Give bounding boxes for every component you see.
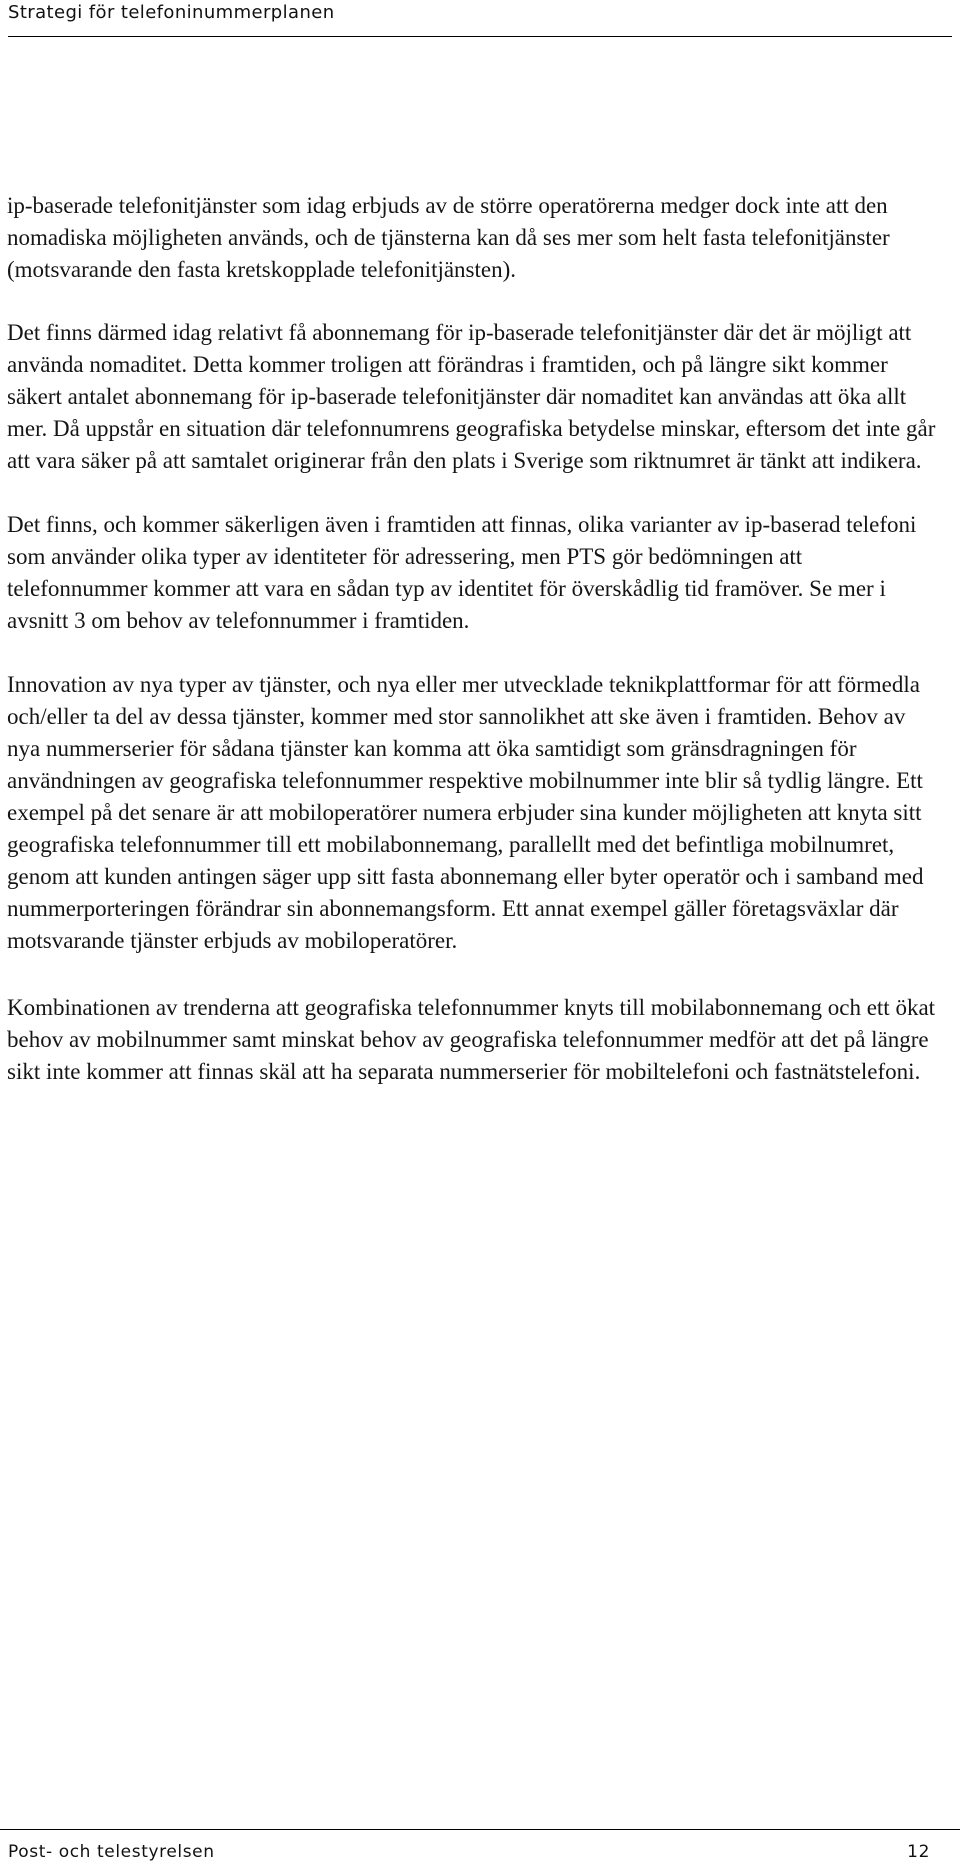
paragraph: Det finns därmed idag relativt få abonnemang för ip-baserade telefonitjänster där det är möjligt att använda nomaditet. Detta kommer troligen att förändras i framtiden, och på längre sikt kommer säkert antalet abonnemang för ip-baserade telefonitjänster där nomaditet kan användas att öka allt mer. Då uppstår en situation där telefonnumrens geografiska betydelse minskar, eftersom det inte går att vara säker på att samtalet originerar från den plats i Sverige som riktnumret är tänkt att indikera.	[7, 320, 936, 473]
paragraph: Det finns, och kommer säkerligen även i framtiden att finnas, olika varianter av ip-baserad telefoni som använder olika typer av identiteter för adressering, men PTS gör bedömningen att telefonnummer kommer att vara en sådan typ av identitet för överskådlig tid framöver. Se mer i avsnitt 3 om behov av telefonnummer i framtiden.	[7, 512, 917, 633]
page-header	[8, 0, 952, 37]
page-number: 12	[907, 1842, 930, 1862]
page-footer	[0, 1829, 960, 1872]
paragraph: ip-baserade telefonitjänster som idag erbjuds av de större operatörerna medger dock inte att den nomadiska möjligheten används, och de tjänsterna kan då ses mer som helt fasta telefonitjänster (motsvarande den fasta kretskopplade telefonitjänsten).	[7, 193, 890, 282]
paragraph: Kombinationen av trenderna att geografiska telefonnummer knyts till mobilabonnemang och ett ökat behov av mobilnummer samt minskat behov av geografiska telefonnummer medför att det på längre sikt inte kommer att finnas skäl att ha separata nummerserier för mobiltelefoni och fastnätstelefoni.	[7, 995, 936, 1084]
paragraph: Innovation av nya typer av tjänster, och nya eller mer utvecklade teknikplattformar för att förmedla och/eller ta del av dessa tjänster, kommer med stor sannolikhet att ske även i framtiden. Behov av nya nummerserier för sådana tjänster kan komma att öka samtidigt som gränsdragningen för användningen av geografiska telefonnummer respektive mobilnummer inte blir så tydlig längre. Ett exempel på det senare är att mobiloperatörer numera erbjuder sina kunder möjligheten att knyta sitt geografiska telefonnummer till ett mobilabonnemang, parallellt med det befintliga mobilnumret, genom att kunden antingen säger upp sitt fasta abonnemang eller byter operatör och i samband med nummerporteringen förändrar sin abonnemangsform. Ett annat exempel gäller företagsväxlar där motsvarande tjänster erbjuds av mobiloperatörer.	[7, 672, 924, 953]
document-title: Strategi för telefoninummerplanen	[8, 2, 335, 23]
document-body	[7, 190, 942, 1120]
footer-organization: Post- och telestyrelsen	[8, 1842, 215, 1862]
